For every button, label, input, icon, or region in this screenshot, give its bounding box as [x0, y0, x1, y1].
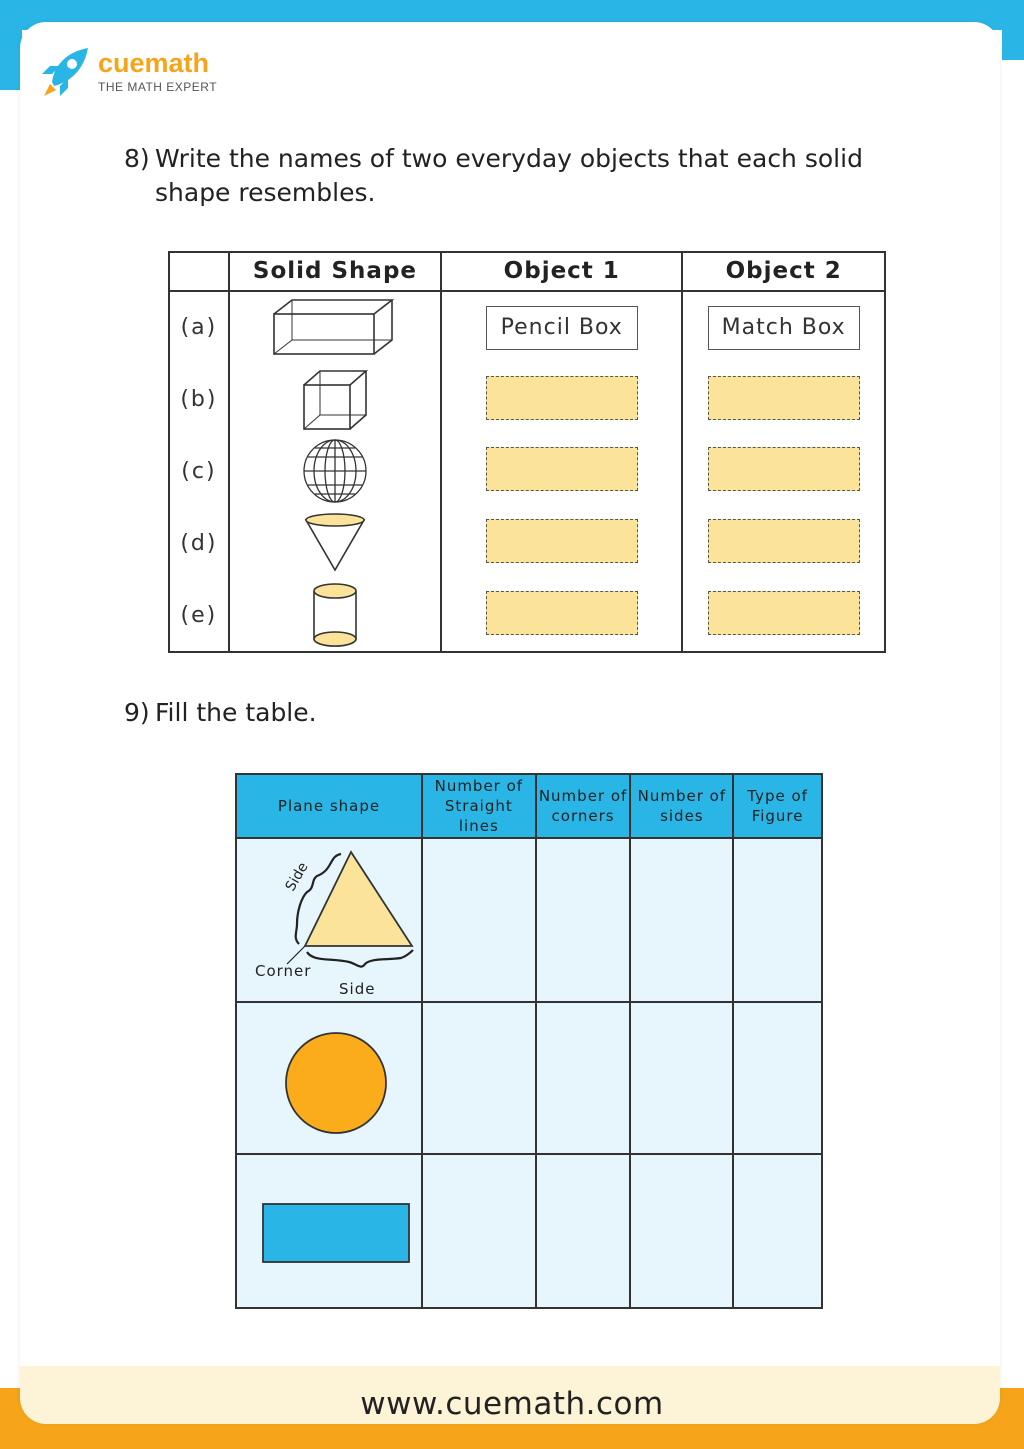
header-line-1: Number of	[434, 777, 524, 795]
table-row	[236, 838, 822, 1002]
plane-shapes-table	[235, 773, 823, 1309]
object-1-cell	[441, 436, 682, 508]
header-line-2: Figure	[751, 807, 804, 825]
object-1-cell	[441, 364, 682, 436]
question-number: 8)	[124, 144, 150, 173]
answer-field[interactable]	[708, 447, 860, 491]
shape-cell	[229, 507, 441, 579]
cube-icon	[300, 367, 370, 433]
question-text: Fill the table.	[155, 698, 317, 727]
answer-cell[interactable]	[422, 1002, 536, 1154]
answer-cell[interactable]	[422, 1154, 536, 1308]
header-straight-lines	[422, 774, 536, 838]
table-header-row	[169, 252, 885, 291]
object-2-cell	[682, 364, 885, 436]
side-label: Side	[282, 859, 312, 894]
question-9	[124, 696, 317, 730]
answer-cell[interactable]	[733, 1002, 822, 1154]
answer-field[interactable]	[486, 447, 638, 491]
rectangle-icon	[237, 1161, 421, 1301]
row-label: (b)	[169, 364, 229, 436]
object-2-cell	[682, 579, 885, 652]
corner-label: Corner	[255, 962, 312, 980]
answer-field[interactable]	[708, 519, 860, 563]
header-line-2: Straight lines	[444, 797, 513, 835]
header-corners	[536, 774, 631, 838]
brand-tagline: THE MATH EXPERT	[98, 80, 218, 94]
row-label: (e)	[169, 579, 229, 652]
cylinder-icon	[311, 582, 359, 648]
row-label: (c)	[169, 436, 229, 508]
header-object-1: Object 1	[441, 252, 682, 291]
answer-cell[interactable]	[536, 838, 631, 1002]
header-line-1: Type of	[747, 787, 808, 805]
shape-cell	[236, 1154, 422, 1308]
object-1-cell	[441, 579, 682, 652]
answer-field[interactable]: Match Box	[708, 306, 860, 350]
shape-cell	[229, 579, 441, 652]
header-sides	[630, 774, 733, 838]
table-row	[236, 1002, 822, 1154]
header-line-2: sides	[660, 807, 704, 825]
header-type-of-figure	[733, 774, 822, 838]
cuboid-icon	[270, 296, 400, 360]
table-row	[169, 579, 885, 652]
shape-cell	[229, 436, 441, 508]
table-header-row	[236, 774, 822, 838]
object-2-cell	[682, 507, 885, 579]
rocket-icon	[36, 44, 92, 98]
header-object-2: Object 2	[682, 252, 885, 291]
table-row	[236, 1154, 822, 1308]
footer-url[interactable]: www.cuemath.com	[360, 1386, 664, 1422]
row-label: (d)	[169, 507, 229, 579]
object-2-cell	[682, 291, 885, 364]
shape-cell	[229, 364, 441, 436]
answer-cell[interactable]	[733, 838, 822, 1002]
table-row	[169, 507, 885, 579]
frame-left-band	[0, 0, 22, 90]
answer-field[interactable]	[708, 591, 860, 635]
shape-cell	[236, 838, 422, 1002]
answer-cell[interactable]	[630, 838, 733, 1002]
solid-shapes-table	[168, 251, 886, 653]
sphere-icon	[301, 438, 369, 504]
brand-name: cuemath	[98, 48, 210, 78]
header-plane-shape: Plane shape	[236, 774, 422, 838]
answer-cell[interactable]	[630, 1154, 733, 1308]
table-row	[169, 364, 885, 436]
header-line-2: corners	[551, 807, 615, 825]
question-8	[124, 142, 924, 210]
table-row	[169, 291, 885, 364]
triangle-icon	[237, 840, 421, 1000]
answer-cell[interactable]	[536, 1154, 631, 1308]
shape-cell	[236, 1002, 422, 1154]
answer-cell[interactable]	[630, 1002, 733, 1154]
circle-icon	[237, 1008, 421, 1148]
object-1-cell	[441, 507, 682, 579]
header-solid-shape: Solid Shape	[229, 252, 441, 291]
header-line-1: Number of	[538, 787, 628, 805]
answer-cell[interactable]	[422, 838, 536, 1002]
header-line-1: Number of	[637, 787, 727, 805]
answer-field[interactable]	[486, 519, 638, 563]
question-number: 9)	[124, 698, 150, 727]
answer-cell[interactable]	[536, 1002, 631, 1154]
question-text-continued: shape resembles.	[155, 178, 376, 207]
cone-icon	[303, 512, 367, 574]
answer-field[interactable]	[486, 376, 638, 420]
answer-field[interactable]	[708, 376, 860, 420]
object-1-cell	[441, 291, 682, 364]
side-label: Side	[339, 980, 376, 998]
header-label-empty	[169, 252, 229, 291]
answer-field[interactable]: Pencil Box	[486, 306, 638, 350]
question-text: Write the names of two everyday objects that each solid	[155, 144, 863, 173]
shape-cell	[229, 291, 441, 364]
answer-field[interactable]	[486, 591, 638, 635]
frame-right-band	[1002, 0, 1024, 60]
table-row	[169, 436, 885, 508]
cuemath-logo	[36, 44, 236, 104]
answer-cell[interactable]	[733, 1154, 822, 1308]
object-2-cell	[682, 436, 885, 508]
row-label: (a)	[169, 291, 229, 364]
